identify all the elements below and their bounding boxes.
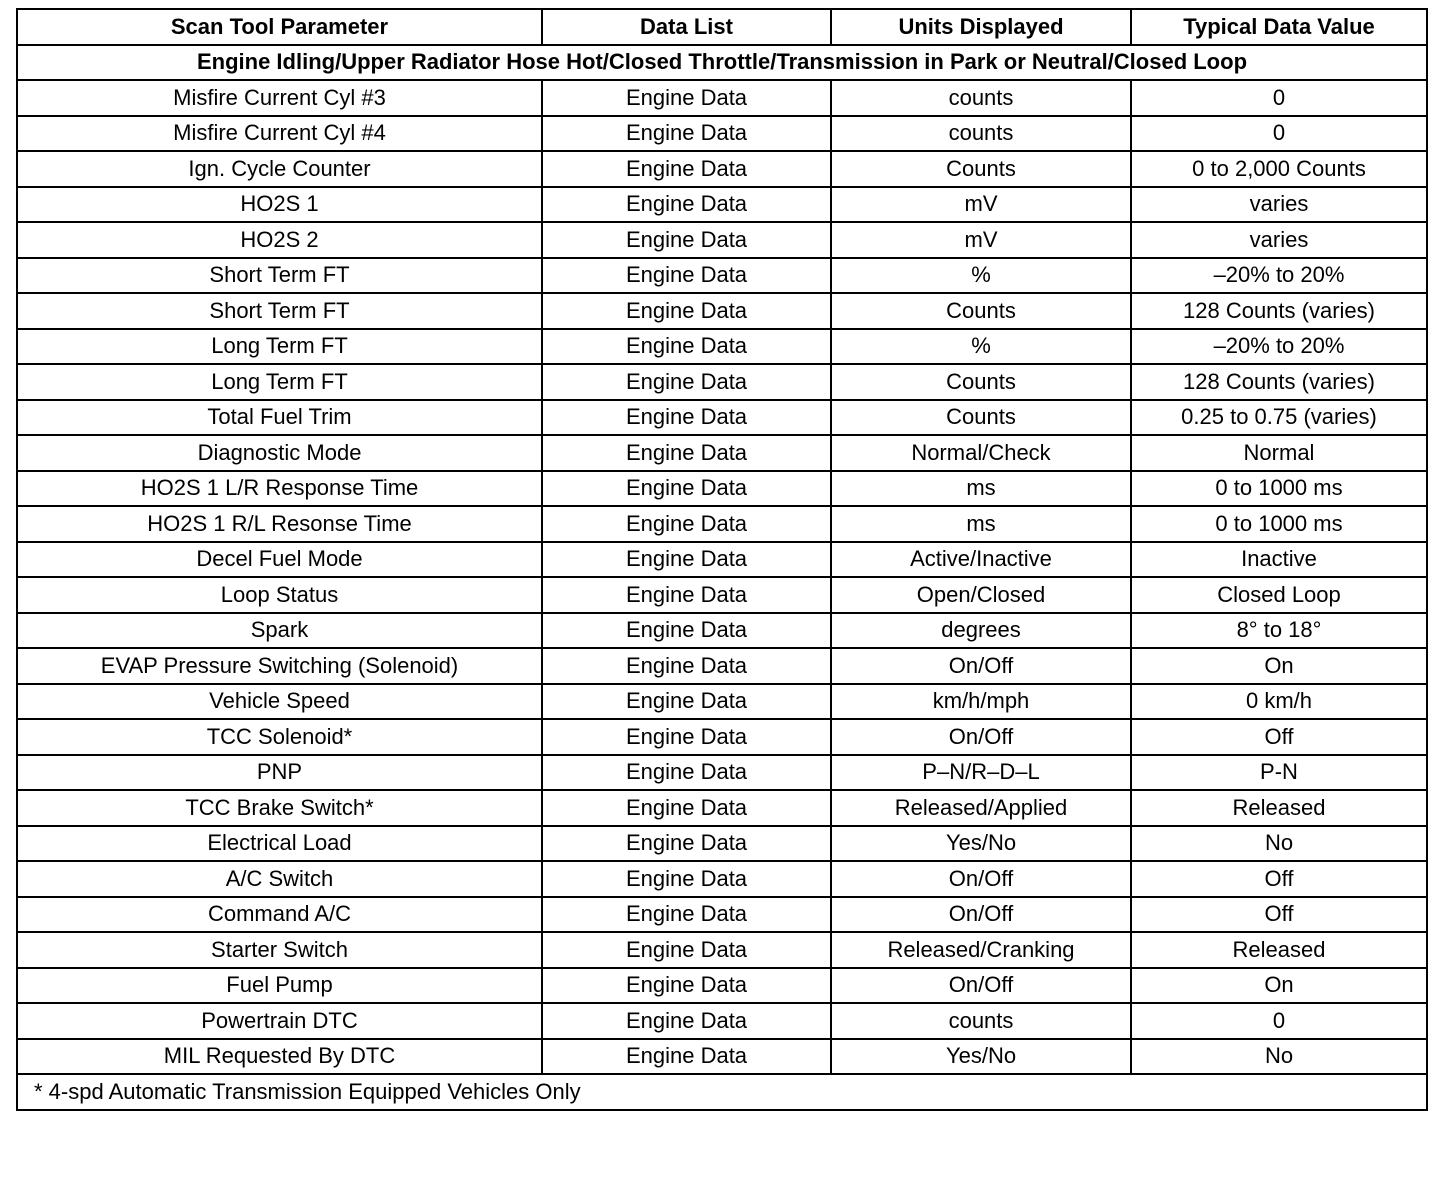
- table-row: [17, 826, 1427, 862]
- cell-data-list: Engine Data: [542, 968, 831, 1004]
- cell-units: ms: [831, 471, 1131, 507]
- cell-data-list: Engine Data: [542, 790, 831, 826]
- cell-data-list: Engine Data: [542, 1039, 831, 1075]
- cell-data-list: Engine Data: [542, 506, 831, 542]
- table-row: [17, 755, 1427, 791]
- table-row: [17, 506, 1427, 542]
- cell-data-list: Engine Data: [542, 187, 831, 223]
- cell-data-list: Engine Data: [542, 151, 831, 187]
- cell-typical-value: Normal: [1131, 435, 1427, 471]
- cell-units: On/Off: [831, 897, 1131, 933]
- cell-data-list: Engine Data: [542, 542, 831, 578]
- cell-parameter: Electrical Load: [17, 826, 542, 862]
- table-row: [17, 116, 1427, 152]
- cell-data-list: Engine Data: [542, 80, 831, 116]
- header-row: [17, 9, 1427, 45]
- table-row: [17, 968, 1427, 1004]
- cell-typical-value: –20% to 20%: [1131, 258, 1427, 294]
- cell-units: Yes/No: [831, 826, 1131, 862]
- cell-parameter: Spark: [17, 613, 542, 649]
- cell-typical-value: Released: [1131, 790, 1427, 826]
- cell-data-list: Engine Data: [542, 577, 831, 613]
- cell-data-list: Engine Data: [542, 329, 831, 365]
- cell-data-list: Engine Data: [542, 755, 831, 791]
- cell-data-list: Engine Data: [542, 684, 831, 720]
- cell-typical-value: P-N: [1131, 755, 1427, 791]
- table-row: [17, 613, 1427, 649]
- cell-units: Yes/No: [831, 1039, 1131, 1075]
- cell-typical-value: 0 km/h: [1131, 684, 1427, 720]
- cell-units: km/h/mph: [831, 684, 1131, 720]
- cell-typical-value: 8° to 18°: [1131, 613, 1427, 649]
- cell-units: mV: [831, 187, 1131, 223]
- cell-units: mV: [831, 222, 1131, 258]
- cell-typical-value: –20% to 20%: [1131, 329, 1427, 365]
- cell-parameter: Decel Fuel Mode: [17, 542, 542, 578]
- cell-data-list: Engine Data: [542, 613, 831, 649]
- cell-data-list: Engine Data: [542, 1003, 831, 1039]
- cell-units: Active/Inactive: [831, 542, 1131, 578]
- cell-parameter: A/C Switch: [17, 861, 542, 897]
- table-row: [17, 1003, 1427, 1039]
- cell-typical-value: Off: [1131, 861, 1427, 897]
- scan-tool-data-table: [16, 8, 1428, 1111]
- footnote: * 4-spd Automatic Transmission Equipped Vehicles Only: [17, 1074, 1427, 1110]
- table-row: [17, 151, 1427, 187]
- header-scan-tool-parameter: Scan Tool Parameter: [17, 9, 542, 45]
- cell-parameter: PNP: [17, 755, 542, 791]
- cell-parameter: HO2S 1 R/L Resonse Time: [17, 506, 542, 542]
- cell-data-list: Engine Data: [542, 222, 831, 258]
- cell-typical-value: Inactive: [1131, 542, 1427, 578]
- footnote-row: [17, 1074, 1427, 1110]
- table-row: [17, 542, 1427, 578]
- cell-data-list: Engine Data: [542, 861, 831, 897]
- table-row: [17, 400, 1427, 436]
- cell-typical-value: 0 to 2,000 Counts: [1131, 151, 1427, 187]
- cell-parameter: Starter Switch: [17, 932, 542, 968]
- cell-units: Counts: [831, 151, 1131, 187]
- cell-typical-value: 0: [1131, 116, 1427, 152]
- table-row: [17, 364, 1427, 400]
- cell-typical-value: 128 Counts (varies): [1131, 364, 1427, 400]
- cell-typical-value: 0 to 1000 ms: [1131, 471, 1427, 507]
- cell-parameter: Powertrain DTC: [17, 1003, 542, 1039]
- table-row: [17, 577, 1427, 613]
- cell-parameter: Vehicle Speed: [17, 684, 542, 720]
- cell-parameter: Loop Status: [17, 577, 542, 613]
- cell-typical-value: Off: [1131, 897, 1427, 933]
- table-row: [17, 80, 1427, 116]
- section-row: [17, 45, 1427, 81]
- cell-typical-value: On: [1131, 968, 1427, 1004]
- cell-typical-value: Released: [1131, 932, 1427, 968]
- table-row: [17, 258, 1427, 294]
- table-row: [17, 293, 1427, 329]
- table-row: [17, 648, 1427, 684]
- table-row: [17, 435, 1427, 471]
- cell-units: Counts: [831, 400, 1131, 436]
- cell-typical-value: 0: [1131, 1003, 1427, 1039]
- header-data-list: Data List: [542, 9, 831, 45]
- cell-data-list: Engine Data: [542, 932, 831, 968]
- cell-typical-value: varies: [1131, 187, 1427, 223]
- cell-units: degrees: [831, 613, 1131, 649]
- cell-units: Normal/Check: [831, 435, 1131, 471]
- cell-parameter: EVAP Pressure Switching (Solenoid): [17, 648, 542, 684]
- table-row: [17, 329, 1427, 365]
- cell-typical-value: No: [1131, 826, 1427, 862]
- cell-units: %: [831, 329, 1131, 365]
- cell-parameter: Total Fuel Trim: [17, 400, 542, 436]
- cell-parameter: TCC Solenoid*: [17, 719, 542, 755]
- document-page: [16, 8, 1428, 1111]
- table-row: [17, 222, 1427, 258]
- cell-units: counts: [831, 1003, 1131, 1039]
- cell-typical-value: Off: [1131, 719, 1427, 755]
- cell-parameter: Misfire Current Cyl #4: [17, 116, 542, 152]
- cell-typical-value: varies: [1131, 222, 1427, 258]
- cell-units: counts: [831, 80, 1131, 116]
- cell-parameter: Diagnostic Mode: [17, 435, 542, 471]
- cell-units: Released/Applied: [831, 790, 1131, 826]
- cell-data-list: Engine Data: [542, 897, 831, 933]
- cell-parameter: HO2S 1 L/R Response Time: [17, 471, 542, 507]
- cell-typical-value: On: [1131, 648, 1427, 684]
- cell-data-list: Engine Data: [542, 719, 831, 755]
- table-row: [17, 861, 1427, 897]
- section-title: Engine Idling/Upper Radiator Hose Hot/Closed Throttle/Transmission in Park or Neutral/Closed Loop: [17, 45, 1427, 81]
- cell-data-list: Engine Data: [542, 471, 831, 507]
- cell-parameter: HO2S 2: [17, 222, 542, 258]
- cell-units: Released/Cranking: [831, 932, 1131, 968]
- cell-units: On/Off: [831, 648, 1131, 684]
- cell-data-list: Engine Data: [542, 293, 831, 329]
- cell-parameter: HO2S 1: [17, 187, 542, 223]
- cell-typical-value: 0: [1131, 80, 1427, 116]
- table-row: [17, 684, 1427, 720]
- cell-typical-value: 0 to 1000 ms: [1131, 506, 1427, 542]
- cell-parameter: Misfire Current Cyl #3: [17, 80, 542, 116]
- cell-units: Open/Closed: [831, 577, 1131, 613]
- cell-data-list: Engine Data: [542, 258, 831, 294]
- cell-parameter: Command A/C: [17, 897, 542, 933]
- cell-units: %: [831, 258, 1131, 294]
- cell-units: Counts: [831, 293, 1131, 329]
- table-row: [17, 790, 1427, 826]
- cell-parameter: Long Term FT: [17, 364, 542, 400]
- header-units-displayed: Units Displayed: [831, 9, 1131, 45]
- cell-typical-value: 128 Counts (varies): [1131, 293, 1427, 329]
- table-row: [17, 719, 1427, 755]
- cell-units: On/Off: [831, 861, 1131, 897]
- cell-parameter: MIL Requested By DTC: [17, 1039, 542, 1075]
- cell-parameter: Short Term FT: [17, 293, 542, 329]
- cell-units: ms: [831, 506, 1131, 542]
- cell-data-list: Engine Data: [542, 400, 831, 436]
- cell-parameter: Ign. Cycle Counter: [17, 151, 542, 187]
- cell-typical-value: Closed Loop: [1131, 577, 1427, 613]
- cell-data-list: Engine Data: [542, 364, 831, 400]
- cell-units: Counts: [831, 364, 1131, 400]
- cell-parameter: TCC Brake Switch*: [17, 790, 542, 826]
- cell-data-list: Engine Data: [542, 116, 831, 152]
- table-row: [17, 1039, 1427, 1075]
- cell-data-list: Engine Data: [542, 648, 831, 684]
- header-typical-data-value: Typical Data Value: [1131, 9, 1427, 45]
- cell-parameter: Fuel Pump: [17, 968, 542, 1004]
- table-row: [17, 897, 1427, 933]
- cell-units: On/Off: [831, 968, 1131, 1004]
- cell-parameter: Long Term FT: [17, 329, 542, 365]
- table-row: [17, 187, 1427, 223]
- cell-units: counts: [831, 116, 1131, 152]
- cell-units: On/Off: [831, 719, 1131, 755]
- table-row: [17, 471, 1427, 507]
- cell-data-list: Engine Data: [542, 435, 831, 471]
- cell-units: P–N/R–D–L: [831, 755, 1131, 791]
- cell-data-list: Engine Data: [542, 826, 831, 862]
- cell-parameter: Short Term FT: [17, 258, 542, 294]
- table-row: [17, 932, 1427, 968]
- cell-typical-value: 0.25 to 0.75 (varies): [1131, 400, 1427, 436]
- cell-typical-value: No: [1131, 1039, 1427, 1075]
